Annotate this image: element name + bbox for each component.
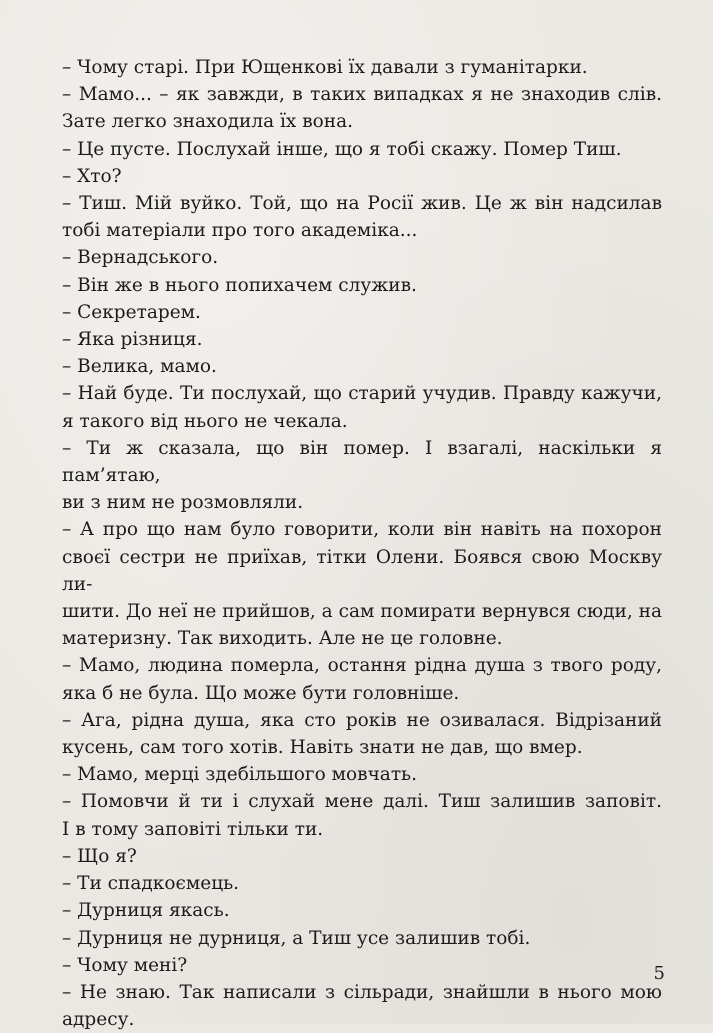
text-line: Зате легко знаходила їх вона. — [62, 111, 354, 133]
text-line: яка б не була. Що може бути головніше. — [62, 682, 460, 704]
text-line: – Хто? — [62, 165, 122, 187]
text-line: – Тиш. Мій вуйко. Той, що на Росії жив. Це ж він надсилав — [62, 193, 662, 215]
paragraph — [62, 163, 662, 190]
page-number: 5 — [653, 963, 665, 984]
text-line: материзну. Так виходить. Але не це головне. — [62, 628, 503, 650]
text-line: – Мамо, людина померла, остання рідна душа з твого роду, — [62, 655, 662, 677]
paragraph — [62, 788, 662, 842]
paragraph — [62, 707, 662, 761]
text-line: – Секретарем. — [62, 301, 201, 323]
text-line: – Яка різниця. — [62, 329, 203, 351]
paragraph — [62, 979, 662, 1033]
text-line: – Дурниця якась. — [62, 900, 230, 922]
paragraph — [62, 952, 662, 979]
text-line: – Ага, рідна душа, яка сто років не озивалася. Відрізаний — [62, 709, 662, 731]
paragraph — [62, 652, 662, 706]
paragraph — [62, 925, 662, 952]
text-line: – Ти спадкоємець. — [62, 873, 240, 895]
paragraph — [62, 136, 662, 163]
text-line: – Дурниця не дурниця, а Тиш усе залишив тобі. — [62, 927, 531, 949]
text-line: – Ти ж сказала, що він помер. І взагалі, наскільки я пам’ятаю, — [62, 437, 662, 487]
text-line: тобі матеріали про того академіка... — [62, 220, 418, 242]
page-text — [62, 54, 662, 1033]
text-line: – Велика, мамо. — [62, 356, 217, 378]
text-line: – Це пусте. Послухай інше, що я тобі скажу. Помер Тиш. — [62, 138, 622, 160]
paragraph — [62, 897, 662, 924]
text-line: – Не знаю. Так написали з сільради, знайшли в нього мою — [62, 981, 662, 1003]
text-line: шити. До неї не прийшов, а сам помирати вернувся сюди, на — [62, 601, 662, 623]
paragraph — [62, 272, 662, 299]
text-line: – Мамо... – як завжди, в таких випадках я не знаходив слів. — [62, 84, 662, 106]
text-line: – Що я? — [62, 845, 137, 867]
text-line: кусень, сам того хотів. Навіть знати не дав, що вмер. — [62, 737, 583, 759]
text-line: – Вернадського. — [62, 247, 219, 269]
paragraph — [62, 353, 662, 380]
text-line: – Чому мені? — [62, 954, 188, 976]
paragraph — [62, 54, 662, 81]
text-line: я такого від нього не чекала. — [62, 410, 348, 432]
paragraph — [62, 299, 662, 326]
text-line: І в тому заповіті тільки ти. — [62, 818, 324, 840]
text-line: – А про що нам було говорити, коли він навіть на похорон — [62, 519, 662, 541]
text-line: – Най буде. Ти послухай, що старий учудив. Правду кажучи, — [62, 383, 662, 405]
text-line: своєї сестри не приїхав, тітки Олени. Боявся свою Москву ли- — [62, 546, 662, 595]
text-line: – Чому старі. При Ющенкові їх давали з гуманітарки. — [62, 57, 588, 78]
paragraph — [62, 843, 662, 870]
text-line: – Мамо, мерці здебільшого мовчать. — [62, 764, 418, 786]
paragraph — [62, 761, 662, 788]
paragraph — [62, 435, 662, 517]
text-line: адресу. — [62, 1009, 135, 1031]
text-line: ви з ним не розмовляли. — [62, 492, 304, 514]
text-line: – Помовчи й ти і слухай мене далі. Тиш залишив заповіт. — [62, 791, 662, 813]
paragraph — [62, 244, 662, 271]
paragraph — [62, 870, 662, 897]
paragraph — [62, 380, 662, 434]
paragraph — [62, 190, 662, 244]
paragraph — [62, 326, 662, 353]
text-line: – Він же в нього попихачем служив. — [62, 274, 417, 296]
paragraph — [62, 516, 662, 652]
paragraph — [62, 81, 662, 135]
